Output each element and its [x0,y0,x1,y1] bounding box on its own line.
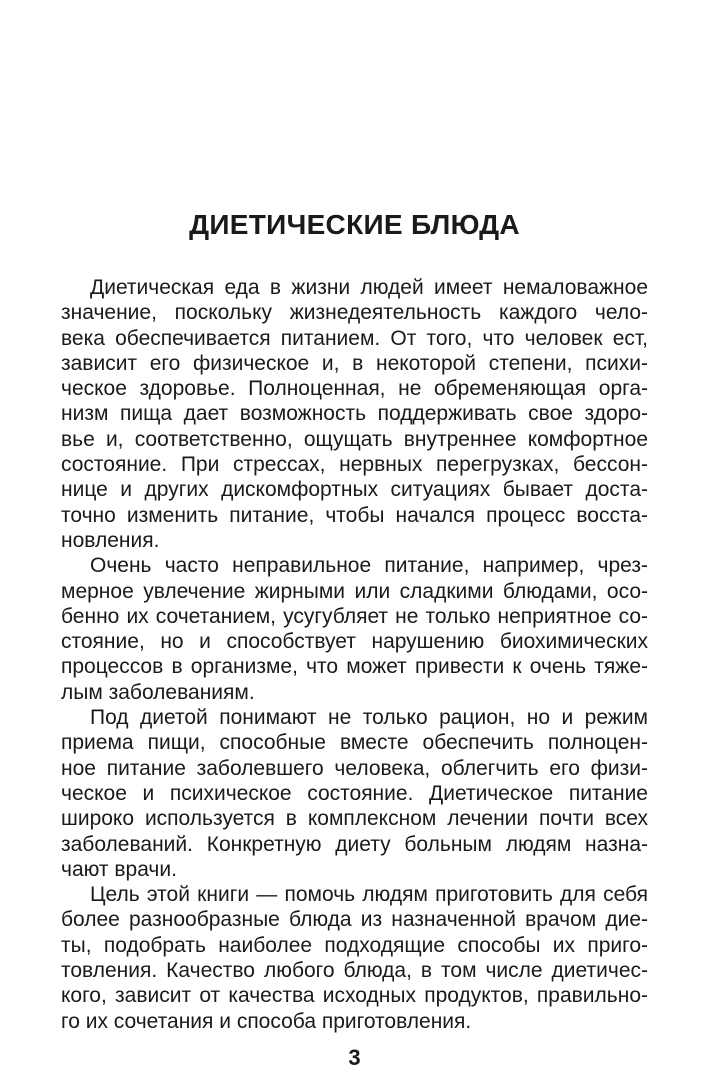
text-line: заболеваний. Конкретную диету больным людям назна- [61,832,648,856]
text-line: вье и, соответственно, ощущать внутреннее комфортное [61,427,648,451]
text-line: ческое здоровье. Полноценная, не обременяющая орга- [61,377,648,401]
text-line: мерное увлечение жирными или сладкими блюдами, осо- [61,579,648,603]
text-line: низм пища дает возможность поддерживать свое здоро- [61,402,648,426]
text-line: значение, поскольку жизнедеятельность каждого чело- [61,301,648,325]
paragraph [61,275,648,553]
body-text [61,275,648,1034]
text-line: бенно их сочетанием, усугубляет не только неприятное со- [61,604,648,628]
paragraph [61,705,648,882]
text-line: нице и других дискомфортных ситуациях бывает доста- [61,478,648,502]
text-line: кого, зависит от качества исходных продуктов, правильно- [61,984,648,1008]
paragraph [61,882,648,1034]
text-line: Под диетой понимают не только рацион, но и режим [90,706,648,730]
page-number: 3 [348,1045,361,1070]
text-line: процессов в организме, что может привести к очень тяже- [61,655,648,679]
text-line: зависит его физическое и, в некоторой степени, психи- [61,351,648,375]
text-line: состояние. При стрессах, нервных перегрузках, бессон- [61,453,648,477]
text-line: чают врачи. [61,857,177,881]
paragraph [61,553,648,705]
chapter-title: ДИЕТИЧЕСКИЕ БЛЮДА [189,209,520,240]
text-line: лым заболеваниям. [61,680,255,704]
text-line: Цель этой книги — помочь людям приготовить для себя [90,883,648,907]
text-line: Очень часто неправильное питание, например, чрез- [90,554,648,578]
text-line: Диетическая еда в жизни людей имеет немаловажное [90,276,648,299]
text-line: более разнообразные блюда из назначенной врачом дие- [61,908,648,932]
text-line: приема пищи, способные вместе обеспечить полноцен- [61,731,648,755]
text-line: века обеспечивается питанием. От того, что человек ест, [61,326,648,350]
text-line: ты, подобрать наиболее подходящие способы их приго- [61,933,648,957]
text-line: го их сочетания и способа приготовления. [61,1009,472,1033]
text-line: стояние, но и способствует нарушению биохимических [61,630,648,654]
text-line: новления. [61,528,160,552]
text-line: точно изменить питание, чтобы начался процесс восста- [61,503,648,527]
text-line: товления. Качество любого блюда, в том числе диетичес- [61,959,648,983]
text-line: широко используется в комплексном лечении почти всех [61,807,648,831]
text-line: ческое и психическое состояние. Диетическое питание [61,781,648,805]
text-line: ное питание заболевшего человека, облегчить его физи- [61,756,648,780]
